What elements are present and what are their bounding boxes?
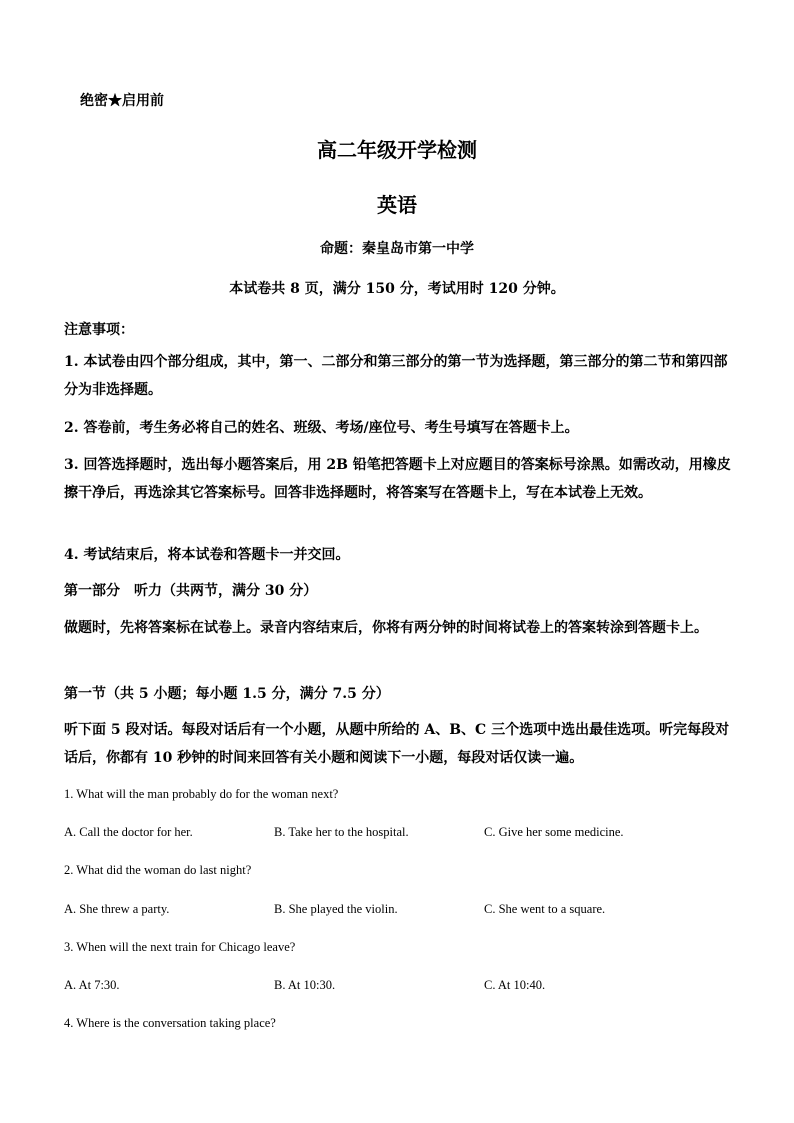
note-item: 2. 答卷前，考生务必将自己的姓名、班级、考场/座位号、考生号填写在答题卡上。 (64, 420, 579, 436)
section1-instructions: 听下面 5 段对话。每段对话后有一个小题，从题中所给的 A、B、C 三个选项中选出最佳选项。听完每段对话后，你都有 10 秒钟的时间来回答有关小题和阅读下一小题，每段对话仅读一遍。 (64, 722, 730, 766)
option-c: C. Give her some medicine. (484, 825, 624, 839)
note-item: 3. 回答选择题时，选出每小题答案后，用 2B 铅笔把答题卡上对应题目的答案标号涂黑。如需改动，用橡皮擦干净后，再选涂其它答案标号。回答非选择题时，将答案写在答题卡上，写在本试卷上无效。 (64, 457, 731, 501)
setter-line: 命题：秦皇岛市第一中学 (320, 241, 474, 257)
exam-title: 高二年级开学检测 (317, 138, 477, 162)
confidential-label: 绝密★启用前 (80, 93, 164, 109)
option-a: A. At 7:30. (64, 978, 120, 992)
option-b: B. At 10:30. (274, 978, 336, 992)
part1-heading: 第一部分 听力（共两节，满分 30 分） (64, 583, 318, 599)
question-stem: 1. What will the man probably do for the woman next? (64, 787, 339, 801)
notes-heading: 注意事项： (64, 322, 134, 338)
exam-info: 本试卷共 8 页，满分 150 分，考试用时 120 分钟。 (229, 281, 565, 297)
option-b: B. Take her to the hospital. (274, 825, 409, 839)
question-stem: 3. When will the next train for Chicago leave? (64, 940, 296, 954)
note-item: 1. 本试卷由四个部分组成，其中，第一、二部分和第三部分的第一节为选择题，第三部分的第二节和第四部分为非选择题。 (64, 354, 728, 398)
part1-instructions: 做题时，先将答案标在试卷上。录音内容结束后，你将有两分钟的时间将试卷上的答案转涂到答题卡上。 (64, 620, 708, 636)
question-stem: 4. Where is the conversation taking place? (64, 1016, 276, 1030)
option-c: C. She went to a square. (484, 902, 606, 916)
option-a: A. She threw a party. (64, 902, 170, 916)
option-a: A. Call the doctor for her. (64, 825, 193, 839)
subject-title: 英语 (377, 193, 417, 217)
option-c: C. At 10:40. (484, 978, 546, 992)
note-item: 4. 考试结束后，将本试卷和答题卡一并交回。 (64, 547, 350, 563)
section1-heading: 第一节（共 5 小题；每小题 1.5 分，满分 7.5 分） (64, 686, 390, 702)
option-b: B. She played the violin. (274, 902, 398, 916)
question-stem: 2. What did the woman do last night? (64, 863, 252, 877)
